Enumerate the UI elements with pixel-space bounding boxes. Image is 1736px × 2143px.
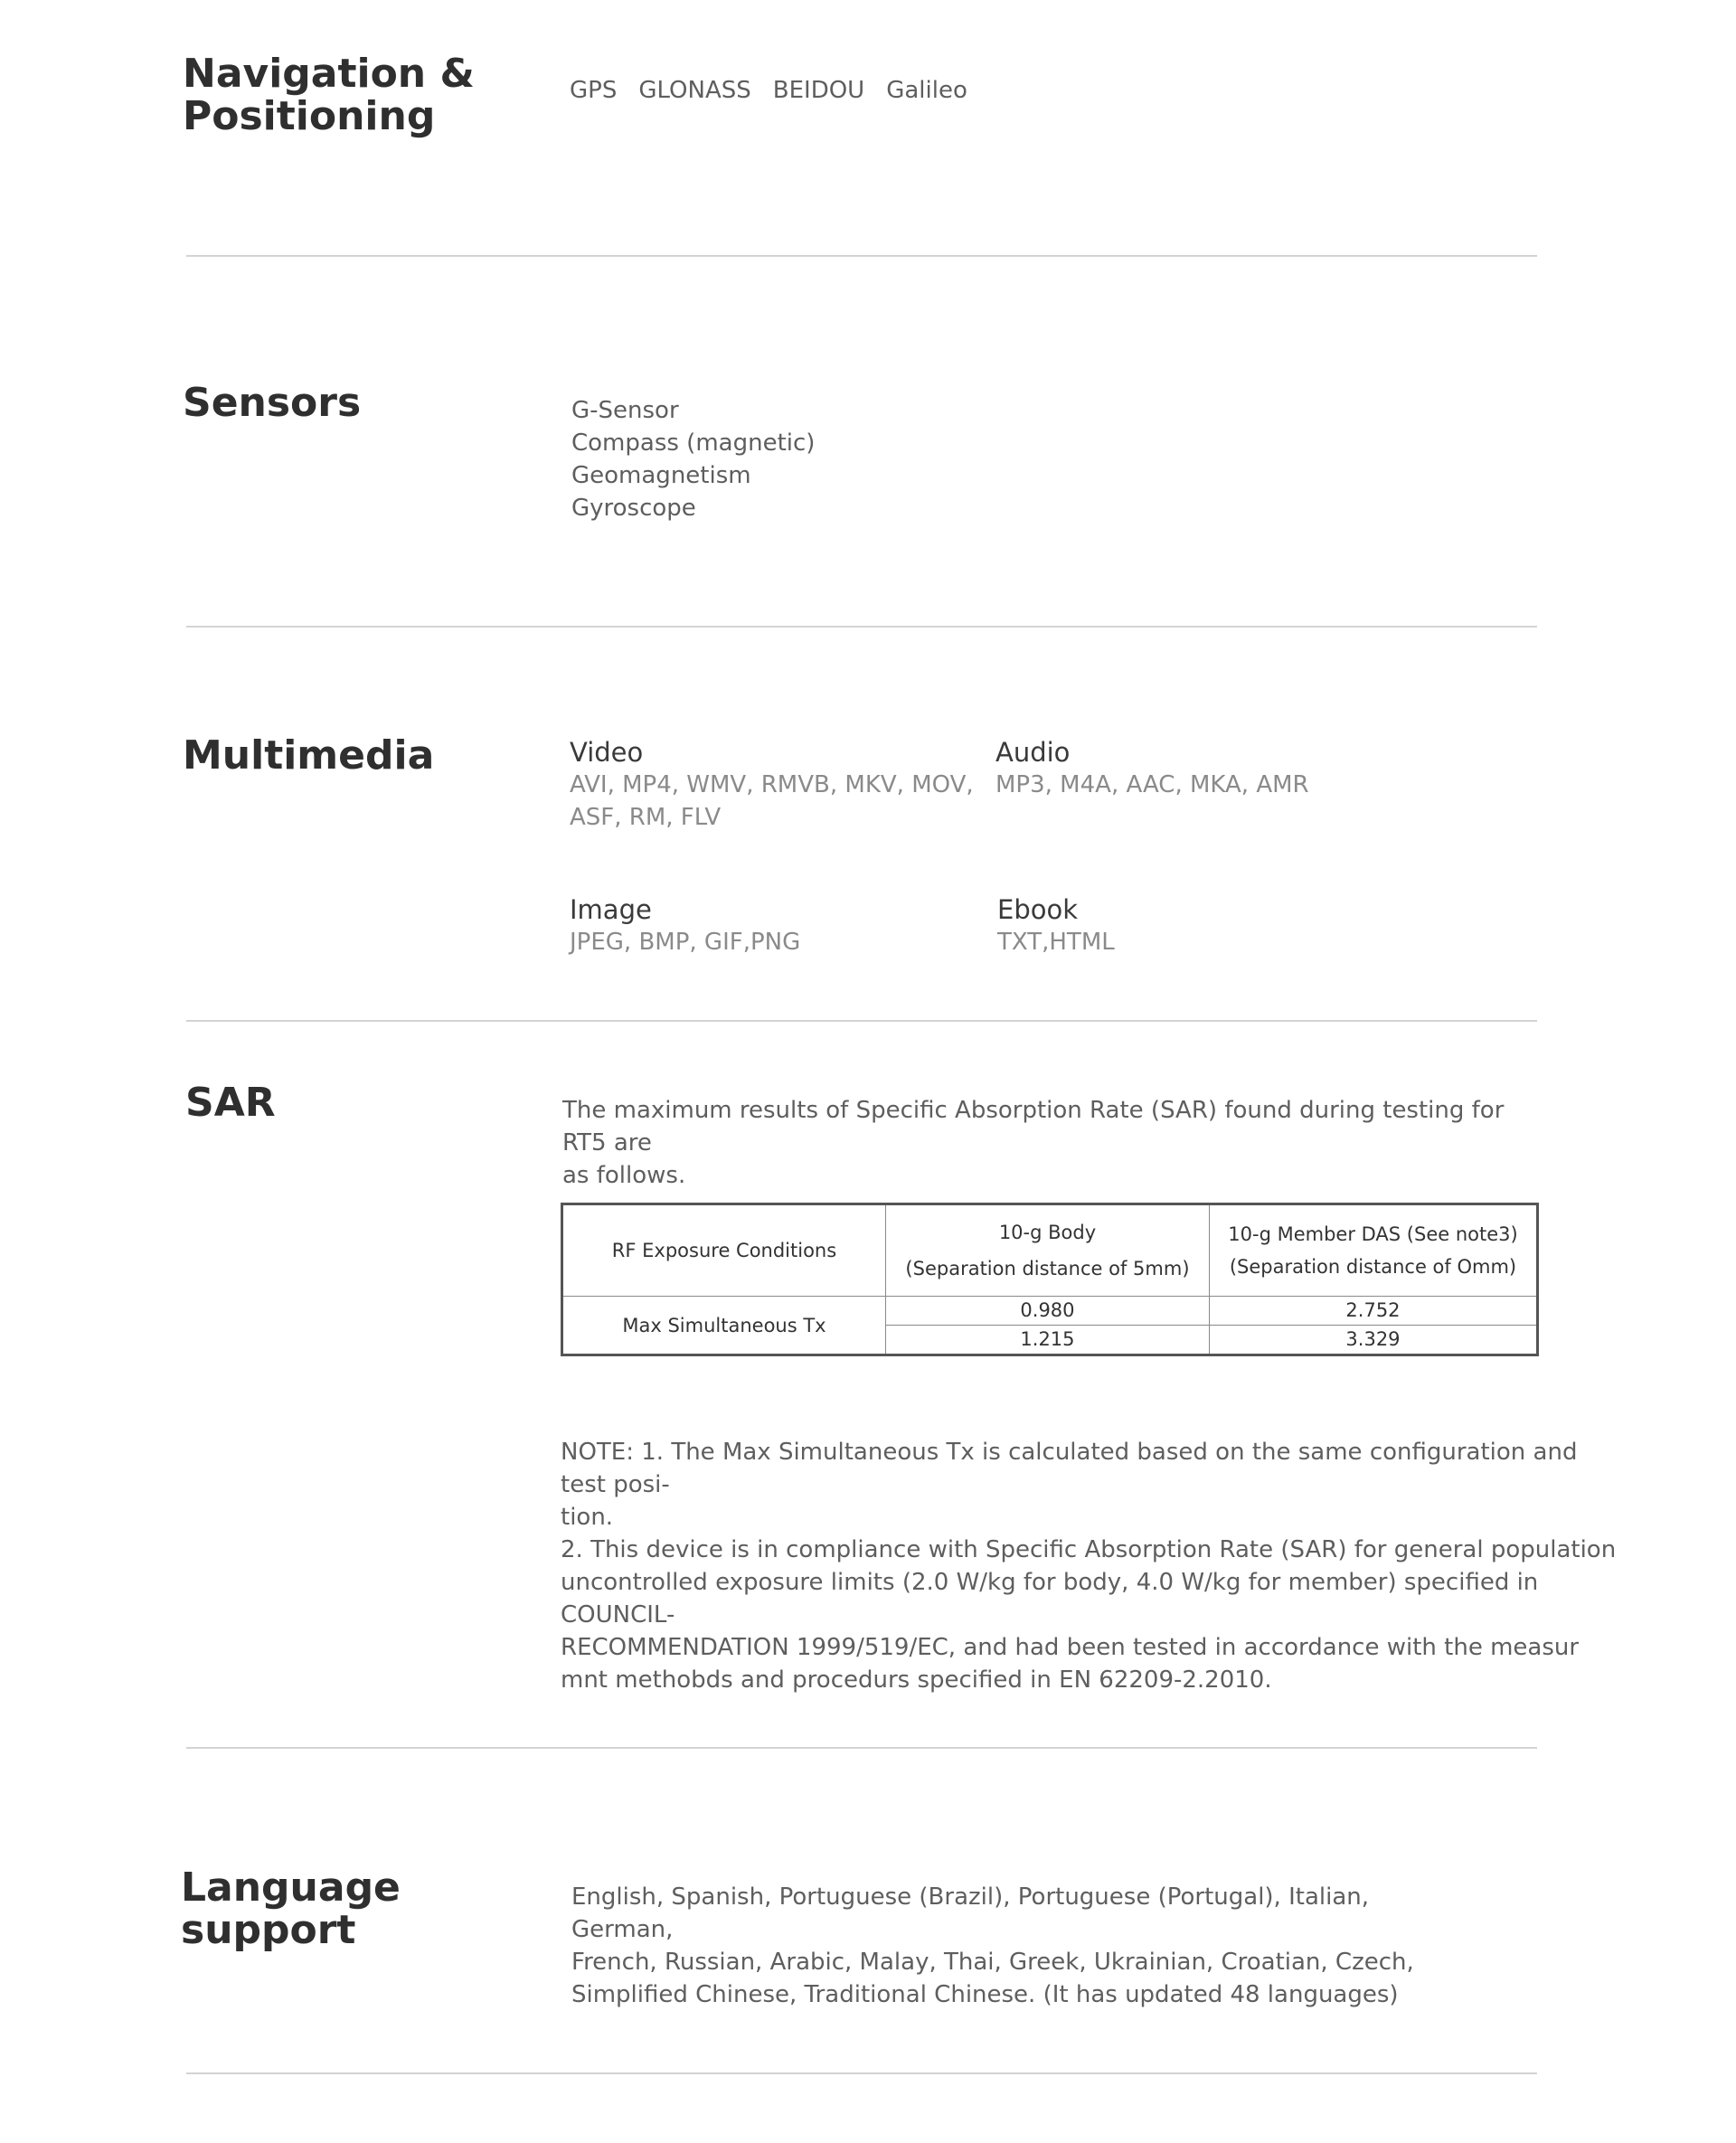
language-list — [571, 1881, 1476, 2011]
list-item: Compass (magnetic) — [571, 430, 816, 457]
list-item: Geomagnetism — [571, 462, 751, 489]
nav-system-glonass: GLONASS — [638, 77, 751, 104]
table-cell-body-2: 1.215 — [885, 1326, 1209, 1355]
table-cell-member-2: 3.329 — [1209, 1326, 1537, 1355]
list-item: Gyroscope — [571, 495, 696, 522]
list-item: G-Sensor — [571, 397, 679, 424]
sensors-title: Sensors — [183, 380, 362, 426]
note-line: NOTE: 1. The Max Simultaneous Tx is calculated based on the same configuration and test posi- — [561, 1439, 1578, 1498]
audio-label: Audio — [995, 737, 1071, 768]
sensors-list — [571, 394, 815, 524]
sar-intro-line1: The maximum results of Specific Absorption Rate (SAR) found during testing for RT5 are — [562, 1097, 1505, 1156]
image-label: Image — [570, 894, 652, 925]
sar-intro — [562, 1094, 1548, 1192]
note-line: tion. — [561, 1504, 614, 1531]
language-title-line1: Language — [181, 1865, 401, 1911]
section-divider — [186, 626, 1537, 628]
multimedia-image — [570, 893, 986, 958]
table-header-body-line2: (Separation distance of 5mm) — [905, 1258, 1190, 1279]
note-line: 2. This device is in compliance with Specific Absorption Rate (SAR) for general population — [561, 1536, 1617, 1563]
ebook-label: Ebook — [997, 894, 1079, 925]
image-formats: JPEG, BMP, GIF,PNG — [570, 929, 801, 956]
table-header-member-line1: 10-g Member DAS (See note3) — [1228, 1223, 1518, 1245]
multimedia-title: Multimedia — [183, 732, 435, 779]
navigation-title-line1: Navigation & — [183, 51, 475, 97]
multimedia-audio — [995, 736, 1411, 801]
language-line: French, Russian, Arabic, Malay, Thai, Greek, Ukrainian, Croatian, Czech, — [571, 1949, 1414, 1976]
ebook-formats: TXT,HTML — [997, 929, 1115, 956]
navigation-title — [183, 52, 475, 137]
nav-system-galileo: Galileo — [886, 77, 967, 104]
section-divider — [186, 2072, 1537, 2074]
table-cell-member-1: 2.752 — [1209, 1297, 1537, 1326]
language-title-line2: support — [181, 1907, 356, 1953]
table-header-member-line2: (Separation distance of Omm) — [1229, 1256, 1517, 1278]
sar-title: SAR — [185, 1080, 276, 1126]
sar-table — [561, 1203, 1539, 1356]
language-title — [181, 1866, 401, 1951]
video-label: Video — [570, 737, 644, 768]
sar-note — [561, 1436, 1618, 1696]
multimedia-ebook — [997, 893, 1413, 958]
table-header-body — [885, 1204, 1209, 1297]
table-header-rf-exposure: RF Exposure Conditions — [562, 1204, 886, 1297]
navigation-title-line2: Positioning — [183, 93, 436, 139]
table-header-member — [1209, 1204, 1537, 1297]
table-cell-body-1: 0.980 — [885, 1297, 1209, 1326]
table-header-row — [562, 1204, 1538, 1297]
sar-intro-line2: as follows. — [562, 1162, 686, 1189]
section-divider — [186, 1020, 1537, 1022]
video-formats-line2: ASF, RM, FLV — [570, 804, 722, 831]
multimedia-video — [570, 736, 986, 834]
section-divider — [186, 1747, 1537, 1749]
table-row — [562, 1297, 1538, 1326]
note-line: RECOMMENDATION 1999/519/EC, and had been tested in accordance with the measur — [561, 1634, 1580, 1661]
audio-formats: MP3, M4A, AAC, MKA, AMR — [995, 771, 1309, 798]
nav-system-gps: GPS — [570, 77, 618, 104]
note-line: mnt methobds and procedurs specified in EN 62209-2.2010. — [561, 1666, 1272, 1694]
table-header-body-line1: 10-g Body — [998, 1222, 1097, 1243]
language-line: Simplified Chinese, Traditional Chinese. (It has updated 48 languages) — [571, 1981, 1399, 2008]
section-divider — [186, 255, 1537, 257]
table-row-label: Max Simultaneous Tx — [562, 1297, 886, 1355]
nav-system-beidou: BEIDOU — [772, 77, 865, 104]
language-line: English, Spanish, Portuguese (Brazil), Portuguese (Portugal), Italian, German, — [571, 1883, 1370, 1943]
note-line: uncontrolled exposure limits (2.0 W/kg for body, 4.0 W/kg for member) specified in COUNCIL- — [561, 1569, 1539, 1628]
navigation-systems-list — [570, 74, 967, 107]
video-formats-line1: AVI, MP4, WMV, RMVB, MKV, MOV, — [570, 771, 974, 798]
